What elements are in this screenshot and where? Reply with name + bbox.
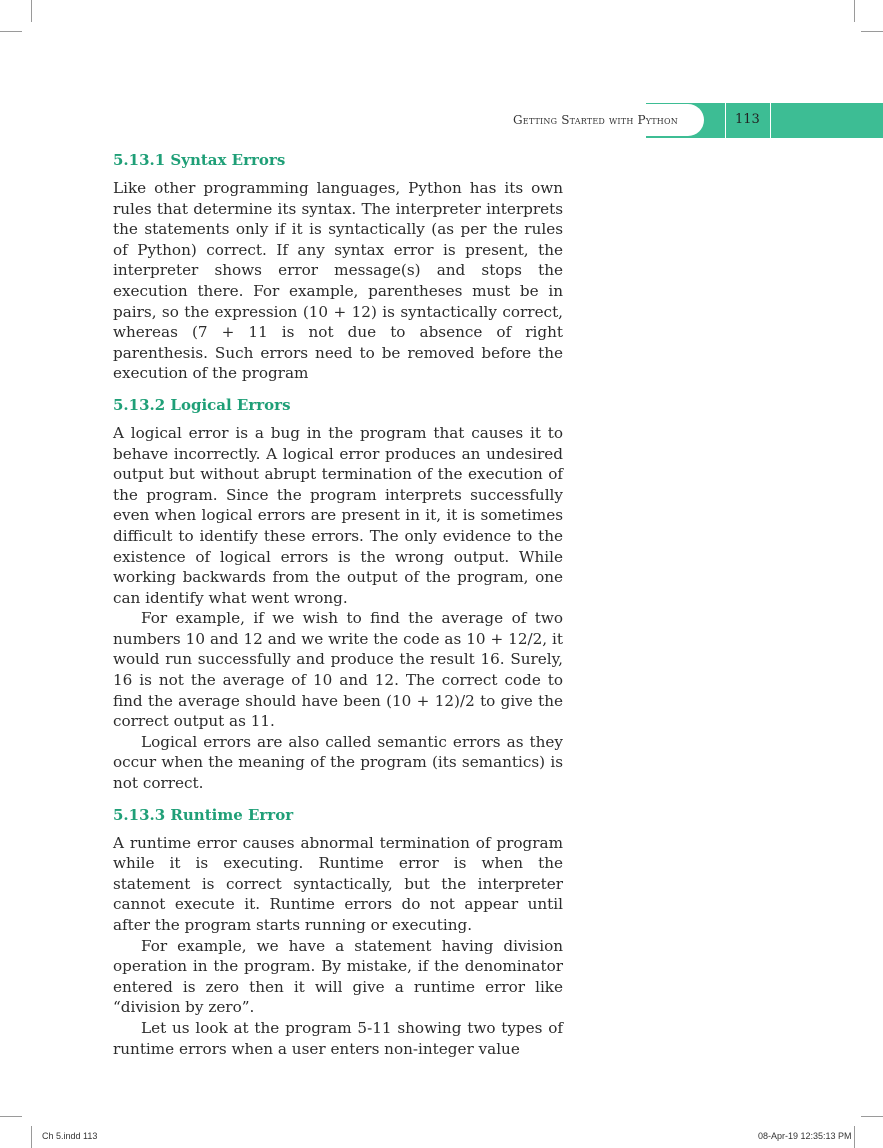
crop-mark <box>861 1116 883 1117</box>
footer-timestamp: 08-Apr-19 12:35:13 PM <box>758 1131 852 1141</box>
crop-mark <box>0 1116 22 1117</box>
paragraph: A runtime error causes abnormal termination of program while it is executing. Runtime error is when the statement is correct syntactically, but the interpreter cannot execute it. Runtime errors do not appear until after the program starts running or executing. <box>113 833 563 934</box>
paragraph: For example, we have a statement having division operation in the program. By mistake, if the denominator entered is zero then it will give a runtime error like “division by zero”. <box>113 936 563 1017</box>
paragraph: Logical errors are also called semantic errors as they occur when the meaning of the program (its semantics) is not correct. <box>113 732 563 793</box>
footer-file-info: Ch 5.indd 113 <box>42 1131 98 1141</box>
section-heading-syntax-errors: 5.13.1 Syntax Errors <box>113 151 286 169</box>
crop-mark <box>854 1126 855 1148</box>
section-heading-logical-errors: 5.13.2 Logical Errors <box>113 395 291 414</box>
paragraph: Let us look at the program 5-11 showing two types of runtime errors when a user enters non-integer value <box>113 1018 563 1058</box>
crop-mark <box>0 31 22 32</box>
crop-mark <box>31 0 32 22</box>
page-number: 113 <box>735 112 760 127</box>
crop-mark <box>861 31 883 32</box>
crop-mark <box>31 1126 32 1148</box>
crop-mark <box>854 0 855 22</box>
paragraph: For example, if we wish to find the average of two numbers 10 and 12 and we write the code as 10 + 12/2, it would run successfully and produce the result 16. Surely, 16 is not the average of 10 and 12. The correct code to find the average should have been (10 + 12)/2 to give the correct output as 11. <box>113 609 563 731</box>
section-heading-runtime-error: 5.13.3 Runtime Error <box>113 805 294 824</box>
running-title: Getting Started with Python <box>513 113 678 127</box>
paragraph: Like other programming languages, Python has its own rules that determine its syntax. The interpreter interprets the statements only if it is syntactically (as per the rules of Python) correct. If any syntax error is present, the interpreter shows error message(s) and stops the execution there. For example, parentheses must be in pairs, so the expression (10 + 12) is syntactically correct, whereas (7 + 11 is not due to absence of right parenthesis. Such errors need to be removed before the execution of the program <box>113 179 563 383</box>
page-content <box>113 148 563 1059</box>
paragraph: A logical error is a bug in the program that causes it to behave incorrectly. A logical error produces an undesired output but without abrupt termination of the execution of the program. Since the program interprets successfully even when logical errors are present in it, it is sometimes difficult to identify these errors. The only evidence to the existence of logical errors is the wrong output. While working backwards from the output of the program, one can identify what went wrong. <box>113 423 563 607</box>
